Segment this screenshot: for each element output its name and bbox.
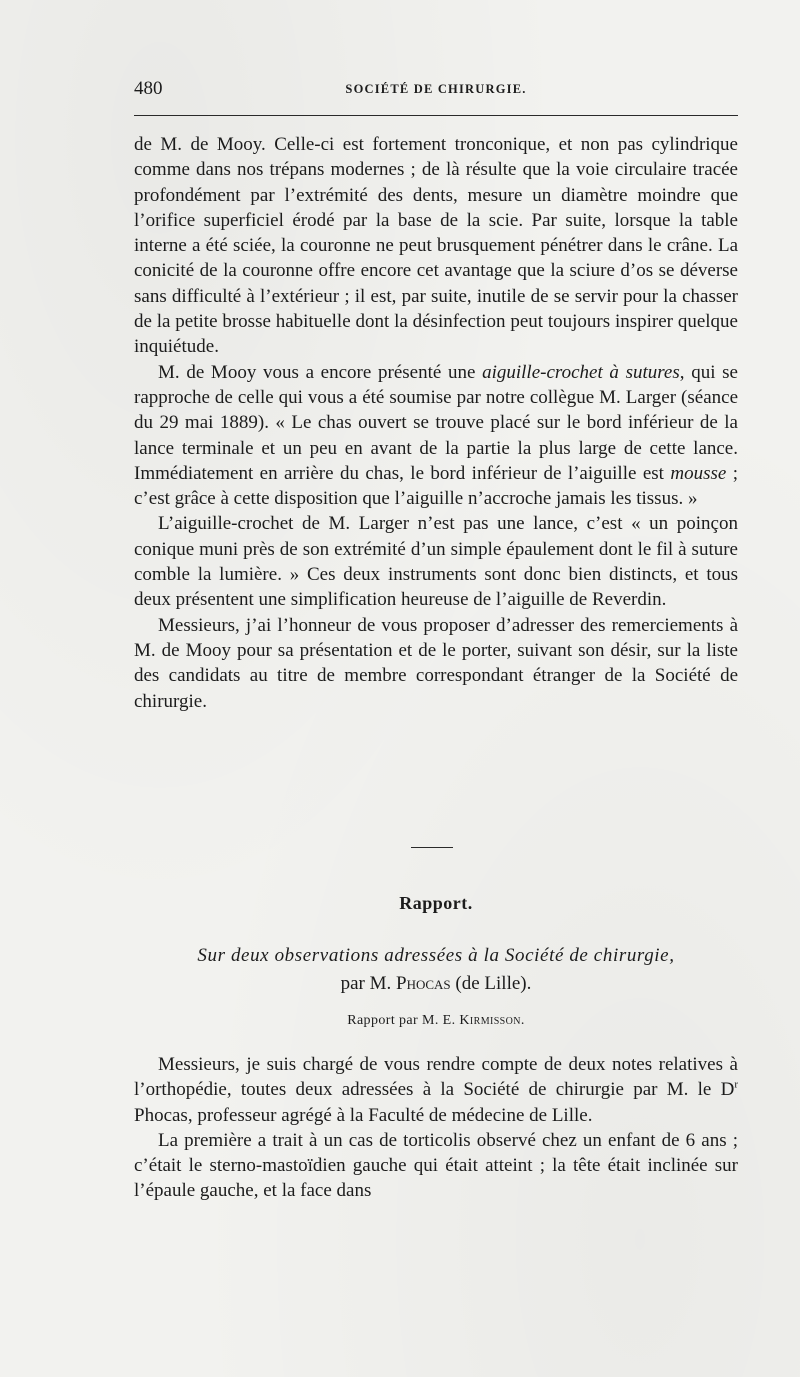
byline-suffix: . bbox=[520, 1013, 525, 1028]
paragraph-5 bbox=[134, 1052, 738, 1128]
paragraph-4: Messieurs, j’ai l’honneur de vous proposer d’adresser des remerciements à M. de Mooy pour sa présentation et de le porter, suivant son désir, sur la liste des candidats au titre de membre correspondant étranger de la Société de chirurgie. bbox=[134, 614, 738, 712]
body-text-bottom bbox=[134, 1052, 738, 1204]
section-divider bbox=[411, 847, 453, 848]
article-author-suffix: (de Lille). bbox=[450, 973, 532, 994]
article-author-prefix: par M. bbox=[340, 973, 397, 994]
section-title: Rapport. bbox=[399, 893, 473, 913]
byline-name: Kirmisson bbox=[459, 1013, 521, 1028]
byline-prefix: Rapport par M. E. bbox=[347, 1013, 460, 1028]
paragraph-2 bbox=[134, 360, 738, 512]
header-rule bbox=[134, 115, 738, 116]
paragraph-2-text-b: , qui se rapproche de celle qui vous a été soumise par notre collègue M. Larger (séance du 29 mai 1889). « Le chas ouvert se trouve placé sur le bord inférieur de la lance terminale et un peu en avant de la partie la plus large de cette lance. Immédiatement en arrière du chas, le bord inférieur de l’aiguille est bbox=[134, 361, 738, 484]
page-header bbox=[134, 78, 738, 108]
paragraph-5-superscript: r bbox=[734, 1078, 738, 1091]
article-author-name: Phocas bbox=[396, 973, 451, 994]
body-text-top bbox=[134, 132, 738, 714]
page-number: 480 bbox=[134, 78, 163, 99]
article-title-italic: Sur deux observations adressées à la Société de chirurgie, bbox=[197, 945, 675, 966]
paragraph-2-italic-a: aiguille-crochet à sutures bbox=[482, 361, 680, 383]
paragraph-6: La première a trait à un cas de torticolis observé chez un enfant de 6 ans ; c’était le sterno-mastoïdien gauche qui était atteint ; la tête était inclinée sur l’épaule gauche, et la face dans bbox=[134, 1129, 738, 1202]
article-title bbox=[134, 942, 738, 998]
paragraph-5-text-a: Messieurs, je suis chargé de vous rendre compte de deux notes relatives à l’orthopédie, toutes deux adressées à la Société de chirurgie par M. le D bbox=[134, 1054, 738, 1101]
paragraph-2-text-c: ; c’est grâce à cette disposition que l’aiguille n’accroche jamais les tissus. » bbox=[134, 462, 739, 510]
paragraph-5-text-b: Phocas, professeur agrégé à la Faculté de médecine de Lille. bbox=[134, 1104, 593, 1126]
paragraph-2-text-a: M. de Mooy vous a encore présenté une bbox=[158, 361, 483, 383]
running-title: SOCIÉTÉ DE CHIRURGIE. bbox=[345, 82, 527, 96]
paragraph-3: L’aiguille-crochet de M. Larger n’est pas une lance, c’est « un poinçon conique muni près de son extrémité d’un simple épaulement dont le fil à suture comble la lumière. » Ces deux instruments sont donc bien distincts, et tous deux présentent une simplification heureuse de l’aiguille de Reverdin. bbox=[134, 513, 738, 611]
report-byline bbox=[134, 1013, 738, 1029]
paragraph-2-italic-b: mousse bbox=[670, 462, 727, 484]
paragraph-1: de M. de Mooy. Celle-ci est fortement tronconique, et non pas cylindrique comme dans nos trépans modernes ; de là résulte que la voie circulaire tracée profondément par l’extrémité des dents, mesure un diamètre moindre que l’orifice superficiel érodé par la base de la scie. Par suite, lorsque la table interne a été sciée, la couronne ne peut brusquement pénétrer dans le crâne. La conicité de la couronne offre encore cet avantage que la sciure d’os se déverse sans difficulté à l’extérieur ; il est, par suite, inutile de se servir pour la chasser de la petite brosse habituelle dont la désinfection peut toujours inspirer quelque inquiétude. bbox=[134, 134, 738, 358]
